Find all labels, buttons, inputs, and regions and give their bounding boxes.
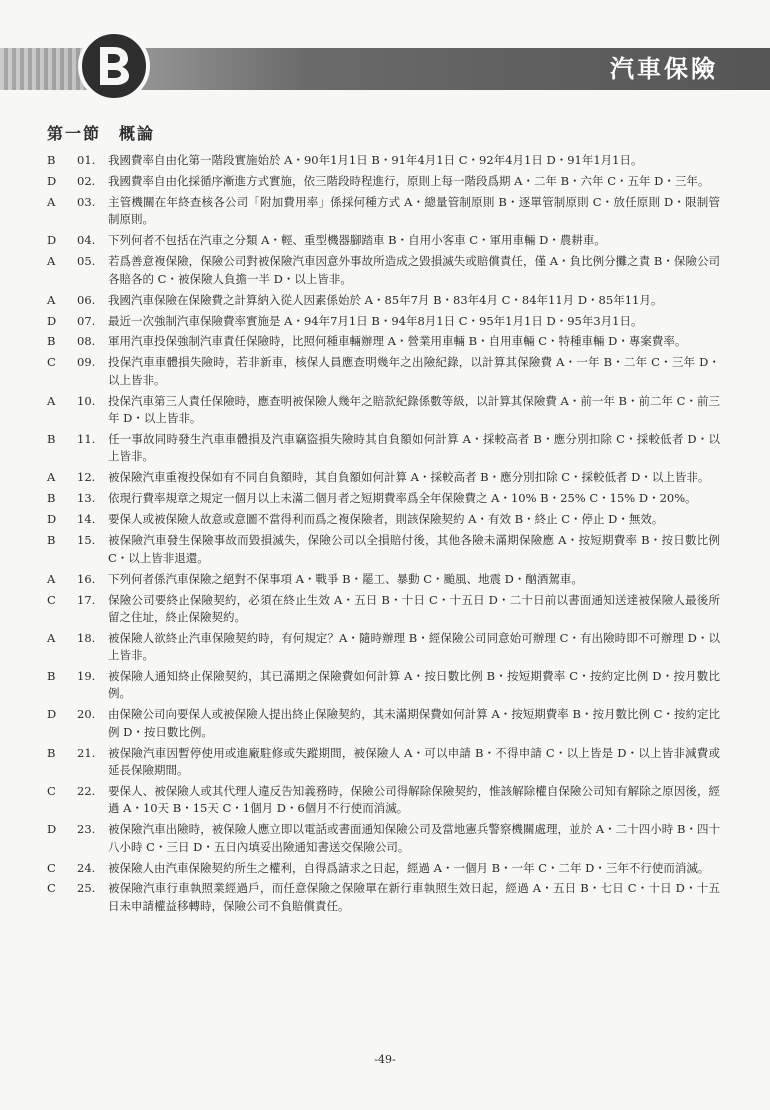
answer-key: B — [47, 745, 56, 760]
question-text: 被保險汽車因暫停使用或進廠駐修或失蹤期間，被保險人 A・可以申請 B・不得申請 C・以上皆是 D・以上皆非減費或延長保險期間。 — [108, 745, 720, 777]
question-number: 22. — [77, 783, 96, 798]
question-item — [0, 592, 770, 627]
question-item — [0, 431, 770, 466]
answer-key: B — [47, 432, 56, 447]
question-text: 軍用汽車投保強制汽車責任保險時，比照何種車輛辦理 A・營業用車輛 B・自用車輛 C・特種車輛 D・專案費率。 — [108, 334, 687, 349]
question-text: 要保人或被保險人故意或意圖不當得利而爲之複保險者，則該保險契約 A・有效 B・終止 C・停止 D・無效。 — [108, 512, 664, 527]
question-number: 06. — [77, 292, 96, 307]
answer-key: C — [47, 355, 56, 370]
question-number: 07. — [77, 313, 96, 328]
question-number: 19. — [77, 669, 96, 684]
section-heading — [47, 121, 155, 144]
question-item — [0, 860, 770, 877]
question-text: 被保險人通知終止保險契約，其已滿期之保險費如何計算 A・按日數比例 B・按短期費率 C・按約定比例 D・按月數比例。 — [108, 669, 720, 701]
question-number: 03. — [77, 194, 96, 209]
question-item — [0, 152, 770, 169]
question-text: 要保人、被保險人或其代理人違反告知義務時，保險公司得解除保險契約，惟該解除權自保險公司知有解除之原因後，經過 A・10天 B・15天 C・1個月 D・6個月不行使而消滅。 — [108, 783, 720, 816]
question-number: 04. — [77, 233, 96, 248]
question-text: 被保險汽車重複投保如有不同自負額時，其自負額如何計算 A・採較高者 B・應分別扣除 C・採較低者 D・以上皆非。 — [108, 470, 710, 485]
answer-key: B — [47, 669, 56, 684]
page-number: -49- — [374, 1053, 396, 1066]
question-item — [0, 783, 770, 818]
question-text: 被保險汽車行車執照業經過戶，而任意保險之保險單在新行車執照生效日起，經過 A・五日 B・七日 C・十日 D・十五日未申請權益移轉時，保險公司不負賠償責任。 — [108, 881, 720, 913]
question-text: 被保險汽車出險時，被保險人應立即以電話或書面通知保險公司及當地憲兵警察機關處理，並於 A・二十四小時 B・四十八小時 C・三日 D・五日內填妥出險通知書送交保險公司。 — [108, 822, 720, 854]
question-number: 02. — [77, 173, 96, 188]
answer-key: C — [47, 592, 56, 607]
question-text: 投保汽車第三人責任保險時，應查明被保險人幾年之賠款紀錄係數等級，以計算其保險費 A・前一年 B・前二年 C・前三年 D・以上皆非。 — [108, 393, 720, 426]
question-item — [0, 194, 770, 229]
question-text: 下列何者不包括在汽車之分類 A・輕、重型機器腳踏車 B・自用小客車 C・軍用車輛 D・農耕車。 — [108, 233, 606, 248]
question-text: 被保險人欲終止汽車保險契約時，有何規定？A・隨時辦理 B・經保險公司同意始可辦理 C・有出險時即不可辦理 D・以上皆非。 — [108, 630, 720, 663]
question-item — [0, 532, 770, 567]
question-item — [0, 393, 770, 428]
question-text: 投保汽車車體損失險時，若非新車，核保人員應查明幾年之出險紀錄，以計算其保險費 A・一年 B・二年 C・三年 D・以上皆非。 — [108, 355, 720, 387]
question-item — [0, 313, 770, 330]
answer-key: C — [47, 783, 56, 798]
question-number: 25. — [77, 881, 96, 896]
question-text: 最近一次強制汽車保險費率實施是 A・94年7月1日 B・94年8月1日 C・95年1月1日 D・95年3月1日。 — [108, 313, 643, 328]
answer-key: D — [47, 707, 57, 722]
question-item — [0, 668, 770, 703]
answer-key: C — [47, 860, 56, 875]
logo — [78, 30, 150, 102]
question-item — [0, 232, 770, 249]
question-number: 16. — [77, 571, 96, 586]
answer-key: D — [47, 173, 57, 188]
question-item — [0, 253, 770, 288]
question-text: 被保險汽車發生保險事故而毀損滅失，保險公司以全損賠付後，其他各險未滿期保險應 A・按短期費率 B・按日數比例 C・以上皆非退還。 — [108, 533, 720, 565]
question-text: 我國費率自由化採循序漸進方式實施，依三階段時程進行，原則上每一階段爲期 A・二年 B・六年 C・五年 D・三年。 — [108, 173, 710, 188]
question-list — [0, 152, 770, 919]
logo-icon — [91, 43, 137, 89]
question-item — [0, 745, 770, 780]
answer-key: C — [47, 881, 56, 896]
answer-key: A — [47, 194, 56, 209]
question-text: 我國費率自由化第一階段實施始於 A・90年1月1日 B・91年4月1日 C・92年4月1日 D・91年1月1日。 — [108, 153, 643, 167]
question-item — [0, 880, 770, 915]
question-number: 21. — [77, 745, 96, 760]
answer-key: A — [47, 630, 56, 645]
answer-key: D — [47, 313, 57, 328]
question-number: 11. — [77, 432, 96, 447]
answer-key: A — [47, 393, 56, 408]
answer-key: A — [47, 254, 56, 269]
question-text: 若爲善意複保險，保險公司對被保險汽車因意外事故所造成之毀損滅失或賠償責任，僅 A・負比例分攤之責 B・保險公司各賠各的 C・被保險人負擔一半 D・以上皆非。 — [108, 254, 720, 286]
question-number: 01. — [77, 153, 96, 167]
section-label: 第一節 — [47, 124, 102, 143]
answer-key: A — [47, 470, 56, 485]
answer-key: A — [47, 571, 56, 586]
question-item — [0, 511, 770, 528]
answer-key: A — [47, 292, 56, 307]
question-item — [0, 706, 770, 741]
question-number: 13. — [77, 491, 96, 506]
question-text: 被保險人由汽車保險契約所生之權利，自得爲請求之日起，經過 A・一個月 B・一年 C・二年 D・三年不行使而消滅。 — [108, 860, 710, 875]
question-item — [0, 490, 770, 507]
question-number: 05. — [77, 254, 96, 269]
question-number: 09. — [77, 355, 96, 370]
page-header-title: 汽車保險 — [610, 55, 718, 83]
question-text: 依現行費率規章之規定一個月以上未滿二個月者之短期費率爲全年保險費之 A・10% B・25% C・15% D・20%。 — [108, 491, 697, 506]
question-item — [0, 571, 770, 588]
question-item — [0, 630, 770, 665]
question-number: 10. — [77, 393, 96, 408]
question-number: 23. — [77, 822, 96, 837]
question-text: 任一事故同時發生汽車車體損及汽車竊盜損失險時其自負額如何計算 A・採較高者 B・應分別扣除 C・採較低者 D・以上皆非。 — [108, 432, 720, 464]
answer-key: B — [47, 153, 56, 167]
question-item — [0, 292, 770, 309]
question-item — [0, 354, 770, 389]
question-item — [0, 821, 770, 856]
question-number: 15. — [77, 533, 96, 548]
question-number: 08. — [77, 334, 96, 349]
question-item — [0, 469, 770, 486]
answer-key: B — [47, 334, 56, 349]
answer-key: B — [47, 491, 56, 506]
question-text: 主管機關在年終查核各公司「附加費用率」係採何種方式 A・總量管制原則 B・逐單管制原則 C・放任原則 D・限制管制原則。 — [108, 194, 720, 227]
question-number: 18. — [77, 630, 96, 645]
question-number: 17. — [77, 592, 96, 607]
section-name: 概論 — [119, 124, 156, 143]
question-number: 14. — [77, 512, 96, 527]
question-number: 20. — [77, 707, 96, 722]
question-item — [0, 173, 770, 190]
question-text: 下列何者係汽車保險之絕對不保事項 A・戰爭 B・罷工、暴動 C・颱風、地震 D・酗酒駕車。 — [108, 571, 583, 586]
answer-key: D — [47, 512, 57, 527]
question-text: 由保險公司向要保人或被保險人提出終止保險契約，其未滿期保費如何計算 A・按短期費率 B・按月數比例 C・按約定比例 D・按日數比例。 — [108, 707, 720, 739]
question-text: 我國汽車保險在保險費之計算納入從人因素係始於 A・85年7月 B・83年4月 C・84年11月 D・85年11月。 — [108, 292, 663, 307]
question-text: 保險公司要終止保險契約，必須在終止生效 A・五日 B・十日 C・十五日 D・二十日前以書面通知送達被保險人最後所留之住址，終止保險契約。 — [108, 592, 720, 624]
answer-key: B — [47, 533, 56, 548]
answer-key: D — [47, 233, 57, 248]
question-number: 12. — [77, 470, 96, 485]
question-item — [0, 333, 770, 350]
question-number: 24. — [77, 860, 96, 875]
answer-key: D — [47, 822, 57, 837]
header-stripes — [0, 48, 90, 90]
